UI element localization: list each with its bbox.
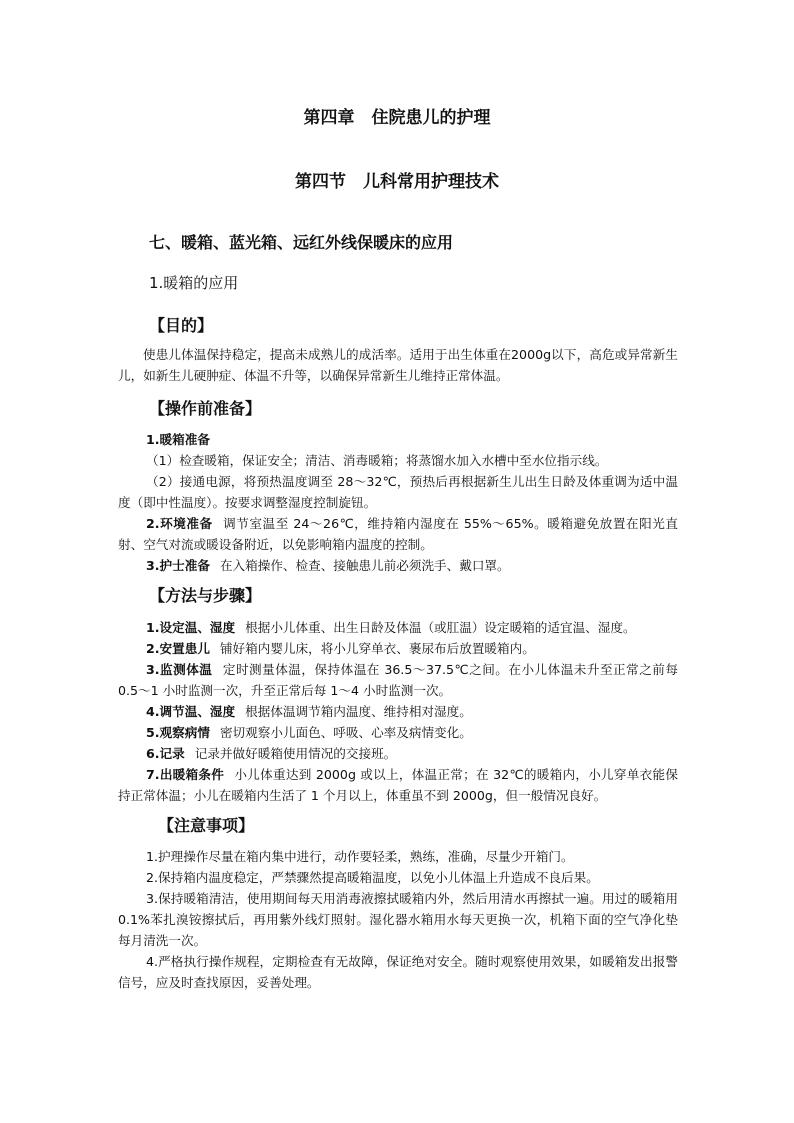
nurse-prep — [118, 555, 678, 576]
chapter-title: 第四章 住院患儿的护理 — [303, 108, 491, 128]
note-2: 2.保持箱内温度稳定，严禁骤然提高暖箱温度，以免小儿体温上升造成不良后果。 — [146, 870, 599, 885]
incubator-prep-item-1: （1）检查暖箱，保证安全；清洁、消毒暖箱；将蒸馏水加入水槽中至水位指示线。 — [146, 453, 608, 468]
env-prep-label: 2.环境准备 — [146, 516, 213, 531]
step-6-text: 记录并做好暖箱使用情况的交接班。 — [194, 746, 397, 761]
env-prep-text: 调节室温至 24～26℃，维持箱内湿度在 55%～65%。暖箱避免放置在阳光直射、空气对流或暖设备附近，以免影响箱内温度的控制。 — [118, 516, 678, 552]
step-5-label: 5.观察病情 — [146, 725, 210, 740]
method-step-3 — [118, 659, 678, 701]
step-7-label: 7.出暖箱条件 — [146, 767, 225, 782]
subtopic-heading: 1.暖箱的应用 — [149, 274, 239, 292]
incubator-prep-heading: 1.暖箱准备 — [146, 432, 210, 447]
note-1: 1.护理操作尽量在箱内集中进行，动作要轻柔，熟练，准确，尽量少开箱门。 — [146, 849, 574, 864]
methods-heading: 【方法与步骤】 — [149, 586, 262, 605]
incubator-prep-item-2: （2）接通电源，将预热温度调至 28～32℃，预热后再根据新生儿出生日龄及体重调为适中温度（即中性温度）。按要求调整湿度控制旋钮。 — [118, 474, 678, 510]
step-6-label: 6.记录 — [146, 746, 185, 761]
method-step-2 — [118, 638, 678, 659]
method-step-1 — [118, 617, 678, 638]
nurse-prep-label: 3.护士准备 — [146, 558, 210, 573]
step-2-label: 2.安置患儿 — [146, 641, 210, 656]
step-3-label: 3.监测体温 — [146, 662, 213, 677]
nurse-prep-text: 在入箱操作、检查、接触患儿前必须洗手、戴口罩。 — [219, 558, 510, 573]
step-4-text: 根据体温调节箱内温度、维持相对湿度。 — [245, 704, 472, 719]
notes-heading: 【注意事项】 — [158, 816, 255, 835]
method-step-6 — [118, 743, 678, 764]
method-step-4 — [118, 701, 678, 722]
topic-heading: 七、暖箱、蓝光箱、远红外线保暖床的应用 — [149, 233, 454, 252]
method-step-7 — [118, 764, 678, 806]
step-1-label: 1.设定温、湿度 — [146, 620, 236, 635]
section-title: 第四节 儿科常用护理技术 — [295, 172, 499, 192]
preparation-heading: 【操作前准备】 — [149, 399, 262, 418]
step-2-text: 铺好箱内婴儿床，将小儿穿单衣、裹尿布后放置暖箱内。 — [219, 641, 535, 656]
purpose-heading: 【目的】 — [149, 316, 214, 335]
step-3-text: 定时测量体温，保持体温在 36.5～37.5℃之间。在小儿体温未升至正常之前每 0.5～1 小时监测一次，升至正常后每 1～4 小时监测一次。 — [118, 662, 678, 698]
env-prep — [118, 513, 678, 555]
note-3: 3.保持暖箱清洁，使用期间每天用消毒液擦拭暖箱内外，然后用清水再擦拭一遍。用过的暖箱用 0.1%苯扎溴铵擦拭后，再用紫外线灯照射。湿化器水箱用水每天更换一次，机箱下面的空气净化垫每月清洗一次。 — [118, 891, 678, 948]
step-1-text: 根据小儿体重、出生日龄及体温（或肛温）设定暖箱的适宜温、湿度。 — [245, 620, 636, 635]
step-5-text: 密切观察小儿面色、呼吸、心率及病情变化。 — [219, 725, 472, 740]
purpose-text: 使患儿体温保持稳定，提高未成熟儿的成活率。适用于出生体重在2000g以下，高危或异常新生儿，如新生儿硬肿症、体温不升等，以确保异常新生儿维持正常体温。 — [118, 347, 678, 383]
note-4: 4.严格执行操作规程，定期检查有无故障，保证绝对安全。随时观察使用效果，如暖箱发出报警信号，应及时查找原因，妥善处理。 — [118, 954, 678, 990]
step-7-text: 小儿体重达到 2000g 或以上，体温正常；在 32℃的暖箱内，小儿穿单衣能保持正常体温；小儿在暖箱内生活了 1 个月以上，体重虽不到 2000g，但一般情况良好。 — [118, 767, 678, 803]
method-step-5 — [118, 722, 678, 743]
step-4-label: 4.调节温、湿度 — [146, 704, 236, 719]
